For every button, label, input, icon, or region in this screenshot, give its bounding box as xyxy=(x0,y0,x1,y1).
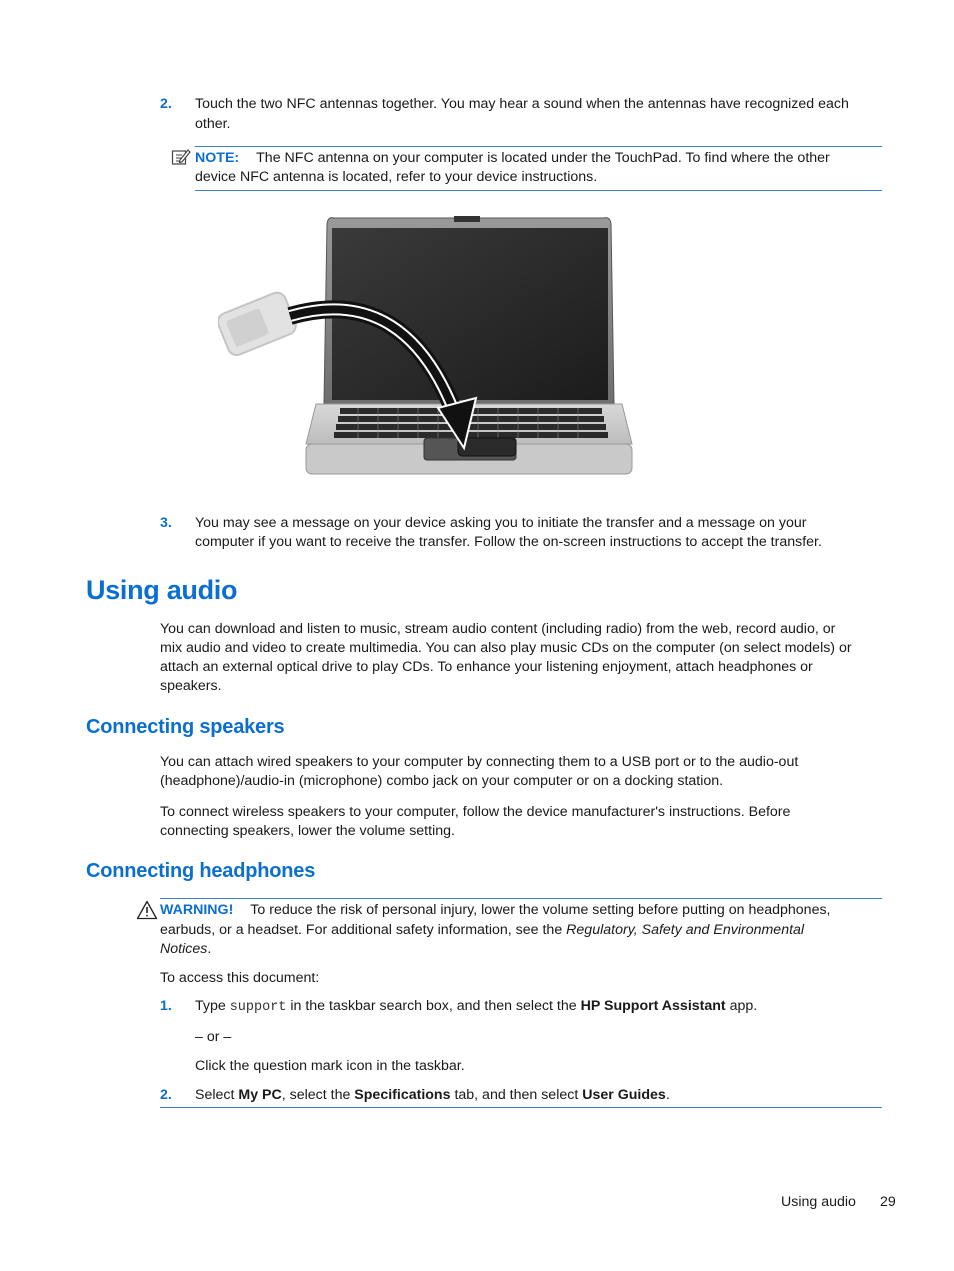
paragraph-line: attach an external optical drive to play CDs. To enhance your listening enjoyment, attach headphones or xyxy=(160,659,813,675)
note-text: The NFC antenna on your computer is located under the TouchPad. To find where the other xyxy=(256,150,830,166)
step-text: in the taskbar search box, and then select the xyxy=(286,998,581,1014)
step-text-line: Click the question mark icon in the taskbar. xyxy=(195,1058,465,1074)
subsection-heading: Connecting headphones xyxy=(86,860,316,882)
nfc-illustration xyxy=(218,212,638,480)
step-number: 2. xyxy=(160,96,172,112)
warning-top-rule xyxy=(160,898,882,899)
warning-line-2 xyxy=(160,921,804,940)
note-line-2: device NFC antenna is located, refer to your device instructions. xyxy=(195,169,598,185)
warning-bottom-rule xyxy=(160,1107,882,1108)
step-text: . xyxy=(665,1087,670,1103)
note-label: NOTE: xyxy=(195,150,240,166)
step-text-line xyxy=(195,997,757,1017)
note-bottom-rule xyxy=(195,190,882,191)
step-text: app. xyxy=(725,998,758,1014)
warning-text: earbuds, or a headset. For additional safety information, see the xyxy=(160,922,567,938)
step-text-line: computer if you want to receive the transfer. Follow the on-screen instructions to accept the transfer. xyxy=(195,534,822,550)
paragraph-line: You can attach wired speakers to your computer by connecting them to a USB port or to the audio-out xyxy=(160,754,799,770)
page-number: 29 xyxy=(880,1194,896,1210)
step-number: 2. xyxy=(160,1087,172,1103)
warning-label: WARNING! xyxy=(160,902,234,918)
footer-section-name: Using audio xyxy=(781,1194,856,1210)
subsection-heading: Connecting speakers xyxy=(86,716,285,738)
warning-line-1 xyxy=(160,901,831,920)
warning-icon xyxy=(136,900,158,920)
note-icon xyxy=(171,147,191,167)
paragraph-line: speakers. xyxy=(160,678,222,694)
step-text-line: Touch the two NFC antennas together. You may hear a sound when the antennas have recognized each xyxy=(195,96,849,112)
step-text: Type xyxy=(195,998,230,1014)
search-term: support xyxy=(229,1000,287,1015)
or-separator: – or – xyxy=(195,1029,232,1045)
paragraph-line: mix audio and video to create multimedia. You can also play music CDs on the computer (on select models) or xyxy=(160,640,852,656)
step-text-line xyxy=(195,1086,670,1105)
ui-term: User Guides xyxy=(582,1087,666,1103)
document-title: Notices xyxy=(160,941,208,957)
paragraph-line: To access this document: xyxy=(160,970,320,986)
step-text-line: You may see a message on your device asking you to initiate the transfer and a message on your xyxy=(195,515,807,531)
step-text-line: other. xyxy=(195,116,231,132)
app-name: HP Support Assistant xyxy=(580,998,726,1014)
step-text: Select xyxy=(195,1087,239,1103)
paragraph-line: You can download and listen to music, stream audio content (including radio) from the web, record audio, or xyxy=(160,621,836,637)
warning-text: . xyxy=(207,941,212,957)
paragraph-line: To connect wireless speakers to your computer, follow the device manufacturer's instructions. Before xyxy=(160,804,791,820)
step-text: tab, and then select xyxy=(450,1087,583,1103)
note-top-rule xyxy=(195,146,882,147)
ui-term: My PC xyxy=(238,1087,282,1103)
step-number: 3. xyxy=(160,515,172,531)
warning-line-3 xyxy=(160,940,211,959)
step-text: , select the xyxy=(281,1087,355,1103)
paragraph-line: (headphone)/audio-in (microphone) combo jack on your computer or on a docking station. xyxy=(160,773,724,789)
document-title: Regulatory, Safety and Environmental xyxy=(566,922,805,938)
note-line-1 xyxy=(195,149,830,168)
warning-text: To reduce the risk of personal injury, lower the volume setting before putting on headphones, xyxy=(250,902,831,918)
paragraph-line: connecting speakers, lower the volume setting. xyxy=(160,823,455,839)
ui-term: Specifications xyxy=(354,1087,451,1103)
section-heading: Using audio xyxy=(86,575,238,605)
step-number: 1. xyxy=(160,998,172,1014)
